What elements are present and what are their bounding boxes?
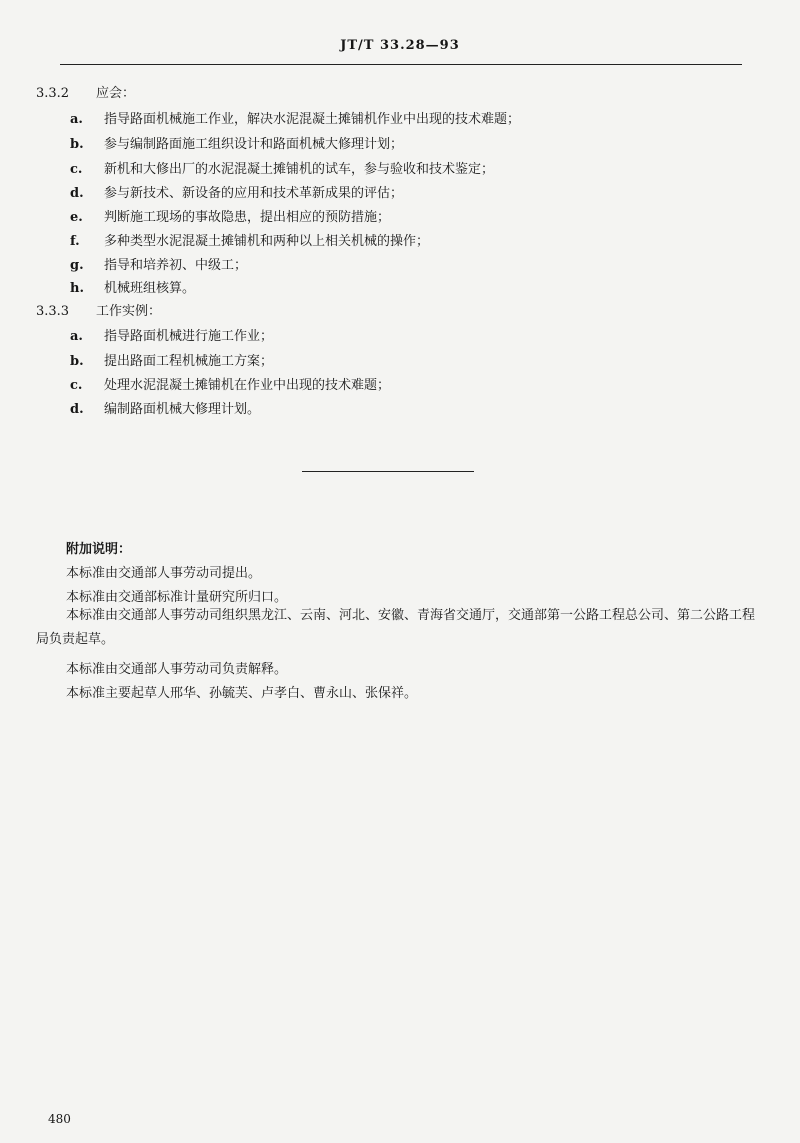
item-text: 参与编制路面施工组织设计和路面机械大修理计划；: [104, 137, 404, 152]
page-number: 480: [48, 1112, 71, 1126]
item-letter: c.: [70, 162, 83, 177]
section-title: 工作实例：: [96, 304, 162, 319]
item-letter: c.: [70, 378, 83, 393]
header-rule: [60, 64, 742, 65]
item-text: 提出路面工程机械施工方案；: [104, 354, 274, 369]
note-line: 本标准由交通部人事劳动司提出。: [66, 566, 262, 581]
section-3-3-2-heading: [36, 82, 135, 101]
list-item: [70, 254, 247, 273]
item-letter: d.: [70, 402, 84, 417]
item-text: 指导和培养初、中级工；: [104, 258, 248, 273]
item-text: 机械班组核算。: [104, 281, 196, 296]
list-item: [70, 133, 403, 152]
item-letter: a.: [70, 112, 83, 127]
item-letter: g.: [70, 258, 84, 273]
item-letter: h.: [70, 281, 84, 296]
list-item: [70, 206, 390, 225]
list-item: [70, 325, 273, 344]
standard-code-header: JT/T 33.28—93: [340, 38, 460, 53]
end-of-standard-rule: [302, 471, 474, 472]
list-item: [70, 398, 260, 417]
section-number: 3.3.2: [36, 86, 70, 101]
item-text: 多种类型水泥混凝土摊铺机和两种以上相关机械的操作；: [104, 234, 430, 249]
list-item: [70, 374, 390, 393]
note-line: 本标准由交通部标准计量研究所归口。: [66, 590, 288, 605]
item-text: 指导路面机械施工作业，解决水泥混凝土摊铺机作业中出现的技术难题；: [104, 112, 521, 127]
note-line: 本标准由交通部人事劳动司负责解释。: [66, 662, 288, 677]
item-text: 处理水泥混凝土摊铺机在作业中出现的技术难题；: [104, 378, 391, 393]
section-number: 3.3.3: [36, 304, 70, 319]
list-item: [70, 230, 429, 249]
item-letter: e.: [70, 210, 83, 225]
list-item: [70, 182, 403, 201]
section-3-3-3-heading: [36, 300, 161, 319]
item-text: 判断施工现场的事故隐患，提出相应的预防措施；: [104, 210, 391, 225]
item-text: 编制路面机械大修理计划。: [104, 402, 261, 417]
item-text: 新机和大修出厂的水泥混凝土摊铺机的试车，参与验收和技术鉴定；: [104, 162, 495, 177]
item-letter: a.: [70, 329, 83, 344]
list-item: [70, 158, 494, 177]
list-item: [70, 277, 195, 296]
list-item: [70, 108, 520, 127]
item-text: 参与新技术、新设备的应用和技术革新成果的评估；: [104, 186, 404, 201]
note-line: 本标准主要起草人邢华、孙毓芙、卢孝白、曹永山、张保祥。: [66, 686, 418, 701]
note-line: 本标准由交通部人事劳动司组织黑龙江、云南、河北、安徽、青海省交通厅，交通部第一公路工程总公司、第二公路工程局负责起草。: [36, 608, 756, 647]
item-letter: d.: [70, 186, 84, 201]
item-letter: f.: [70, 234, 80, 249]
item-text: 指导路面机械进行施工作业；: [104, 329, 274, 344]
section-title: 应会：: [96, 86, 136, 101]
item-letter: b.: [70, 354, 84, 369]
list-item: [70, 350, 273, 369]
item-letter: b.: [70, 137, 84, 152]
notes-title: 附加说明：: [66, 542, 132, 557]
